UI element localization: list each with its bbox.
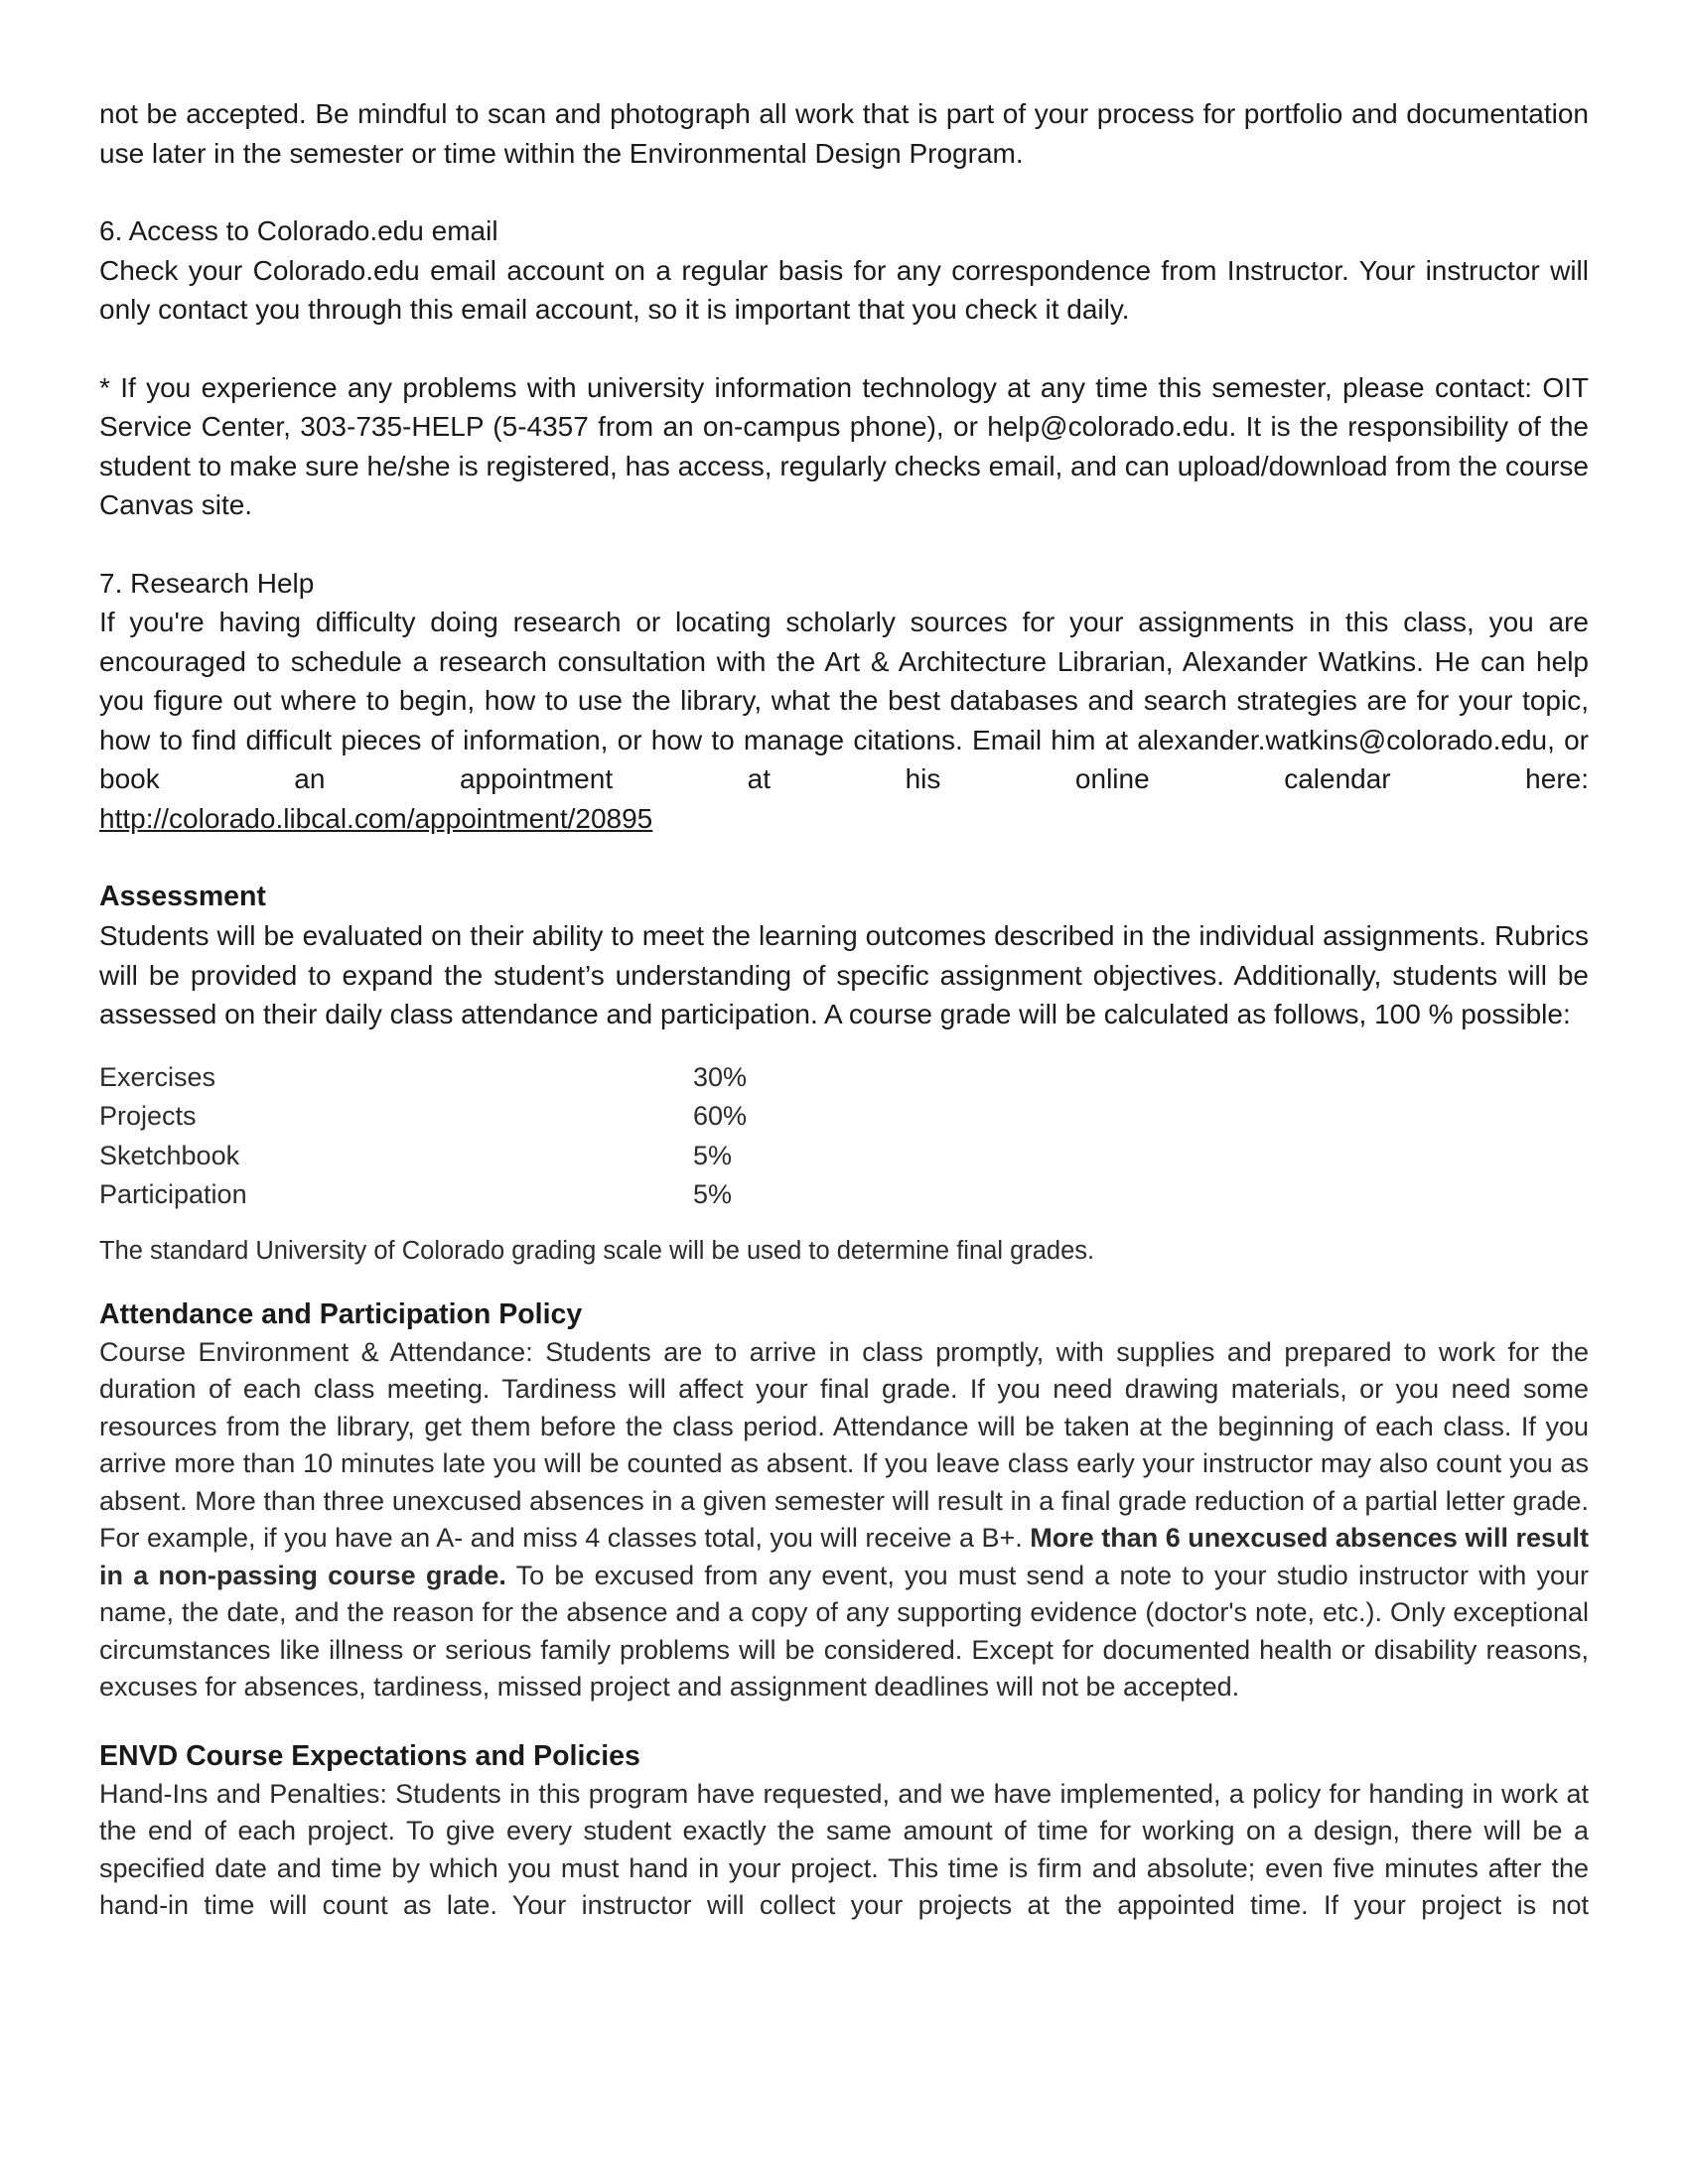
grade-weight-value: 5%: [693, 1179, 733, 1209]
grade-item-label: Exercises: [99, 1061, 216, 1092]
intro-paragraph: not be accepted. Be mindful to scan and photograph all work that is part of your process for portfolio and documentation use later in the semester or time within the Environmental Design Program.: [99, 98, 1589, 169]
grade-item-label: Sketchbook: [99, 1140, 240, 1170]
assessment-heading: Assessment: [99, 881, 266, 912]
attendance-bold-warning: More than 6 unexcused absences will result in a non-passing course grade.: [99, 1523, 1589, 1590]
attendance-section: [99, 1295, 1589, 1706]
attendance-body-text: Course Environment & Attendance: Students are to arrive in class promptly, with supplies and prepared to work for the duration of each class meeting. Tardiness will affect your final grade. If you need drawing materials, or you need some resources from the library, get them before the class period. Attendance will be taken at the beginning of each class. If you arrive more than 10 minutes late you will be counted as absent. If you leave class early your instructor may also count you as absent. More than three unexcused absences in a given semester will result in a final grade reduction of a partial letter grade. For example, if you have an A- and miss 4 classes total, you will receive a B+.: [99, 1336, 1589, 1553]
grading-scale-note: The standard University of Colorado grading scale will be used to determine final grades.: [99, 1236, 1095, 1265]
envd-body: Hand-Ins and Penalties: Students in this program have requested, and we have implemented, a policy for handing in work at the end of each project. To give every student exactly the same amount of time for working on a design, there will be a specified date and time by which you must hand in your project. This time is firm and absolute; even five minutes after the hand-in time will count as late. Your instructor will collect your projects at the appointed time. If your project is not: [99, 1778, 1589, 1920]
assessment-section: [99, 877, 1589, 1269]
grade-row-participation: [99, 1175, 747, 1215]
email-section: [99, 211, 1589, 330]
email-section-heading: 6. Access to Colorado.edu email: [99, 215, 498, 246]
attendance-body: [99, 1334, 1589, 1706]
grade-weight-value: 30%: [693, 1061, 748, 1092]
attendance-body-text-continued: To be excused from any event, you must send a note to your studio instructor with your name, the date, and the reason for the absence and a copy of any supporting evidence (doctor's note, etc.). Only exceptional circumstances like illness or serious family problems will be considered. Except for documented health or disability reasons, excuses for absences, tardiness, missed project and assignment deadlines will not be accepted.: [99, 1560, 1589, 1702]
grade-weight-value: 5%: [693, 1140, 733, 1170]
attendance-heading: Attendance and Participation Policy: [99, 1297, 583, 1330]
envd-heading: ENVD Course Expectations and Policies: [99, 1739, 640, 1772]
research-section-body: If you're having difficulty doing research or locating scholarly sources for your assignments in this class, you are encouraged to schedule a research consultation with the Art & Architecture Librarian, Alexander Watkins. He can help you figure out where to begin, how to use the library, what the best databases and search strategies are for your topic, how to find difficult pieces of information, or how to manage citations. Email him at alexander.watkins@colorado.edu, or book an appointment at his online calendar here:: [99, 607, 1589, 794]
envd-section: [99, 1736, 1589, 1925]
grade-row-sketchbook: [99, 1137, 747, 1176]
email-section-body: Check your Colorado.edu email account on a regular basis for any correspondence from Instructor. Your instructor will only contact you through this email account, so it is important that you check it daily.: [99, 254, 1589, 325]
grade-weight-value: 60%: [693, 1101, 748, 1131]
grade-row-exercises: [99, 1058, 747, 1098]
grade-row-projects: [99, 1097, 747, 1137]
grade-item-label: Participation: [99, 1179, 247, 1209]
research-section: [99, 564, 1589, 839]
research-section-heading: 7. Research Help: [99, 567, 315, 599]
libcal-appointment-link[interactable]: http://colorado.libcal.com/appointment/20895: [99, 802, 653, 834]
oit-note-paragraph: * If you experience any problems with university information technology at any time this semester, please contact: OIT Service Center, 303-735-HELP (5-4357 from an on-campus phone), or help@colorado.edu. It is the responsibility of the student to make sure he/she is registered, has access, regularly checks email, and can upload/download from the course Canvas site.: [99, 371, 1589, 520]
grade-weights-table: [99, 1058, 747, 1215]
grade-item-label: Projects: [99, 1101, 197, 1131]
assessment-body: Students will be evaluated on their ability to meet the learning outcomes described in the individual assignments. Rubrics will be provided to expand the student’s understanding of specific assignment objectives. Additionally, students will be assessed on their daily class attendance and participation. A course grade will be calculated as follows, 100 % possible:: [99, 920, 1589, 1029]
